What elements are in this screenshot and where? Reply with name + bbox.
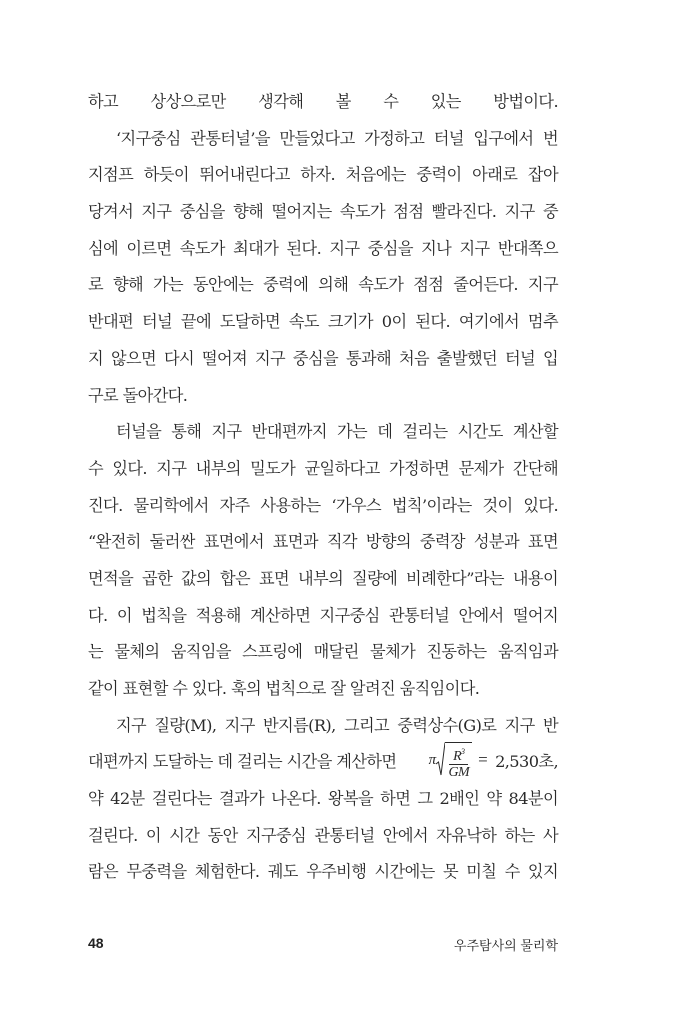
text-line: 수 있다. 지구 내부의 밀도가 균일하다고 가정하면 문제가 간단해 [88,458,558,478]
pi-symbol: π [428,752,436,769]
text-line: 지점프 하듯이 뛰어내린다고 하자. 처음에는 중력이 아래로 잡아 [88,165,558,185]
fraction-numerator: $R^3$ [449,744,468,765]
fraction-denominator: GM [448,764,470,780]
text-line: 같이 표현할 수 있다. 훅의 법칙으로 잘 알려진 움직임이다. [88,679,480,698]
text-line: 다. 이 법칙을 적용해 계산하면 지구중심 관통터널 안에서 떨어지 [88,605,558,625]
text-line: “완전히 둘러싼 표면에서 표면과 직각 방향의 중력장 성분과 표면 [88,532,558,552]
formula-line [88,744,558,781]
page-footer [88,935,558,954]
text-line: 약 42분 걸린다는 결과가 나온다. 왕복을 하면 그 2배인 약 84분이 [88,789,558,809]
formula-line-text: 대편까지 도달하는 데 걸리는 시간을 계산하면 [88,752,397,772]
page-number: 48 [88,935,104,951]
fraction [445,742,472,780]
text-line: 는 물체의 움직임을 스프링에 매달린 물체가 진동하는 움직임과 [88,642,558,662]
text-line: 지 않으면 다시 떨어져 지구 중심을 통과해 처음 출발했던 터널 입 [88,348,558,368]
running-title: 우주탐사의 물리학 [453,938,558,953]
paragraph-start-line: 지구 질량(M), 지구 반지름(R), 그리고 중력상수(G)로 지구 반 [116,715,558,735]
paragraph-start-line: 터널을 통해 지구 반대편까지 가는 데 걸리는 시간도 계산할 [116,422,558,442]
text-line: 하고 상상으로만 생각해 볼 수 있는 방법이다. [88,92,558,111]
exponent: 3 [461,746,465,756]
text-line: 당겨서 지구 중심을 향해 떨어지는 속도가 점점 빨라진다. 지구 중 [88,202,558,222]
text-line: 심에 이르면 속도가 최대가 된다. 지구 중심을 지나 지구 반대쪽으 [88,238,558,258]
paragraph-start-line: ‘지구중심 관통터널’을 만들었다고 가정하고 터널 입구에서 번 [116,128,558,148]
formula-result: 2,530초, [495,752,558,772]
square-root [436,742,472,780]
text-line: 람은 무중력을 체험한다. 궤도 우주비행 시간에는 못 미칠 수 있지 [88,862,558,882]
text-line: 반대편 터널 끝에 도달하면 속도 크기가 0이 된다. 여기에서 멈추 [88,312,558,332]
formula-group [427,744,558,782]
page-body [88,84,558,891]
equals-sign: = [478,750,488,770]
text-line: 로 향해 가는 동안에는 중력에 의해 속도가 점점 줄어든다. 지구 [88,275,558,295]
sqrt-sign-icon [436,742,445,776]
text-line: 진다. 물리학에서 자주 사용하는 ‘가우스 법칙’이라는 것이 있다. [88,495,558,515]
orbit-time-formula [429,742,488,780]
text-line: 구로 돌아간다. [88,385,188,405]
text-line: 걸린다. 이 시간 동안 지구중심 관통터널 안에서 자유낙하 하는 사 [88,825,558,845]
text-line: 면적을 곱한 값의 합은 표면 내부의 질량에 비례한다”라는 내용이 [88,568,558,588]
